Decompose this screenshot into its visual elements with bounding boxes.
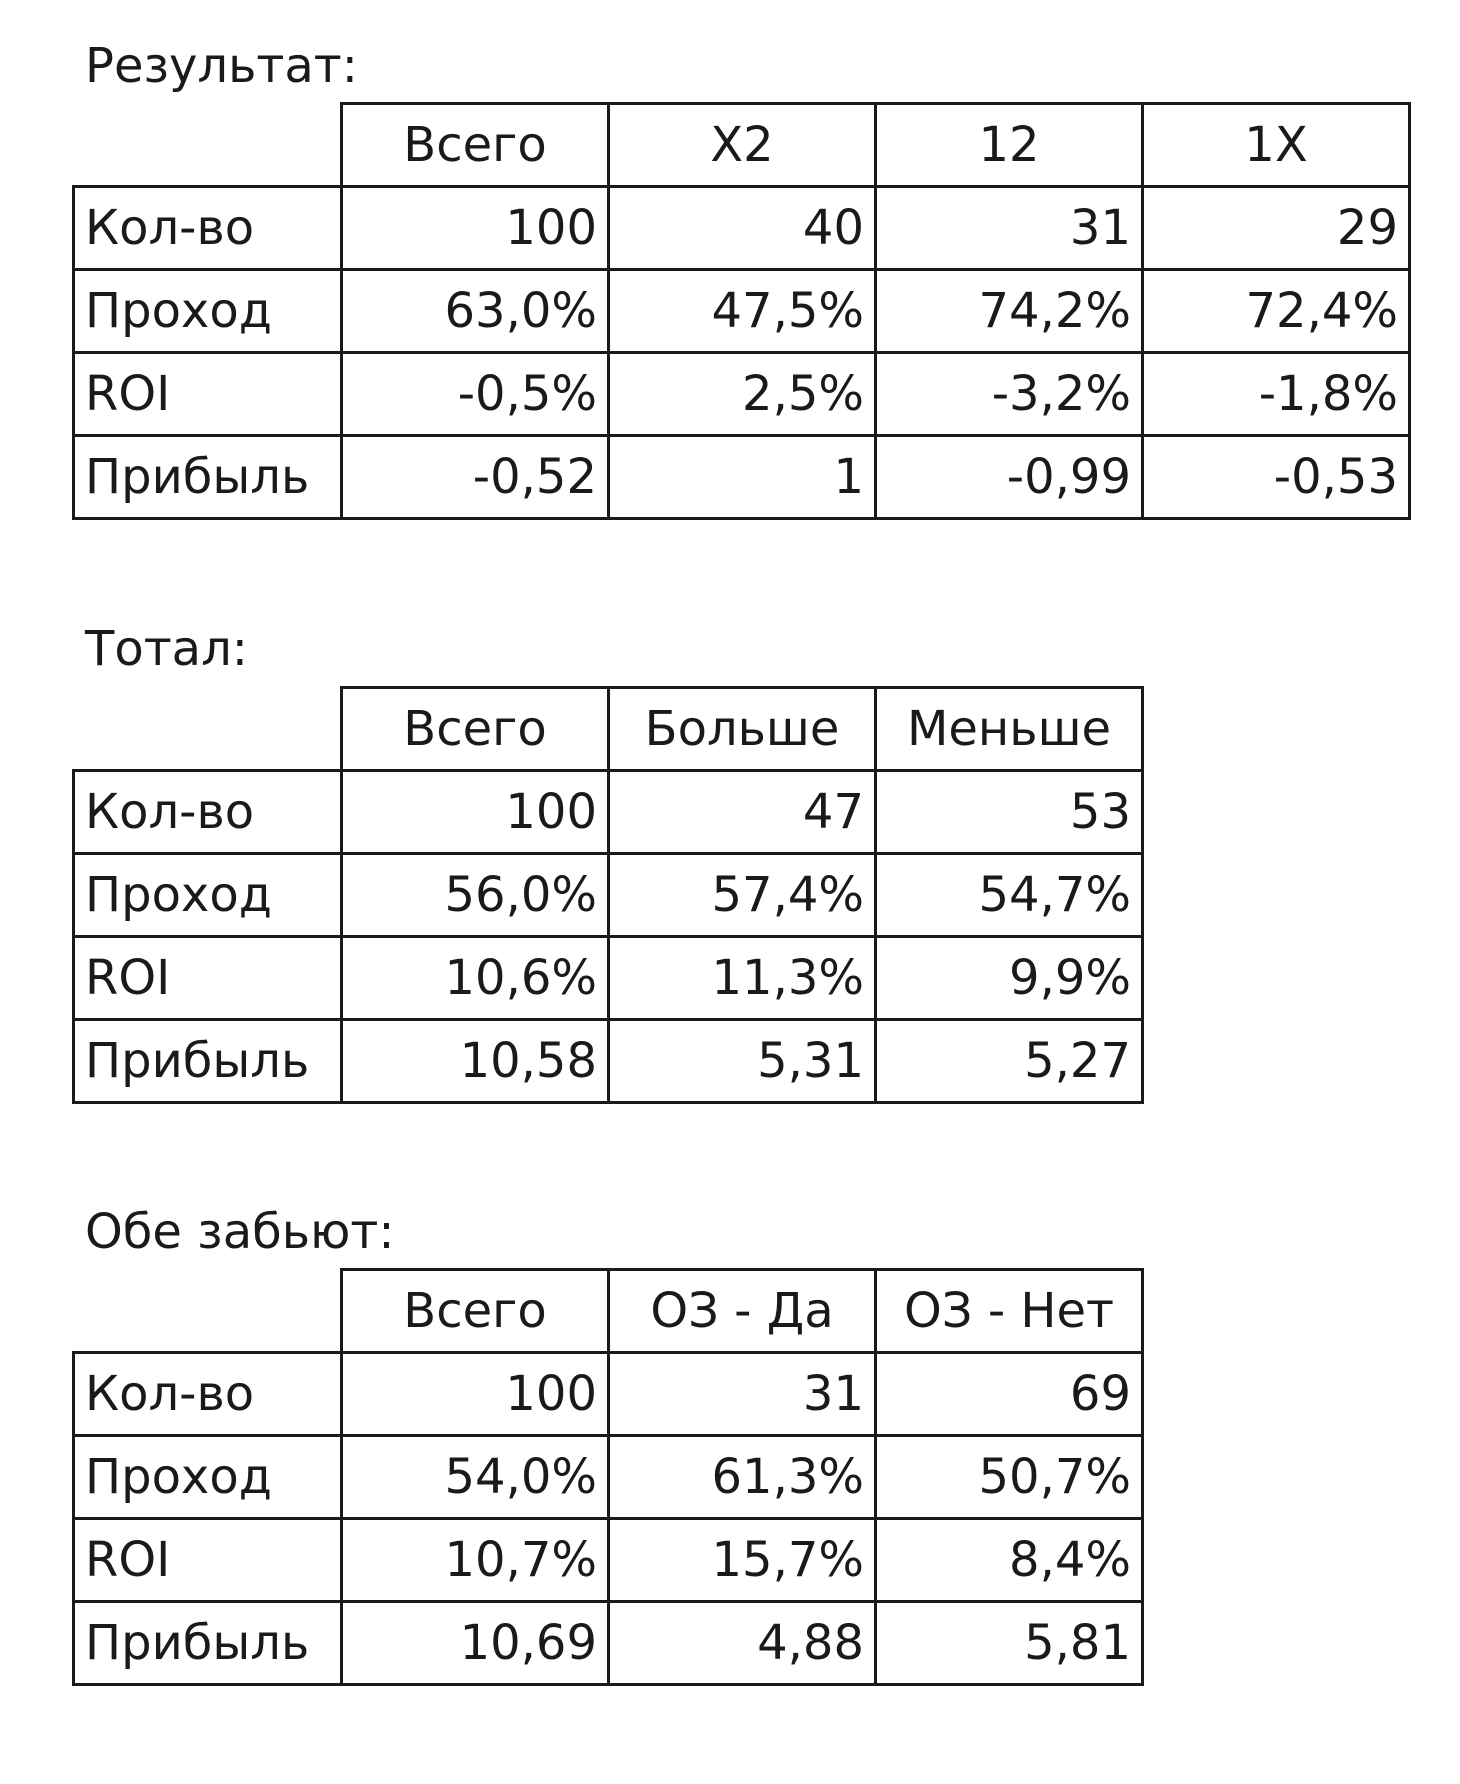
row-label: ROI xyxy=(74,937,342,1020)
table-cell: 72,4% xyxy=(1143,270,1410,353)
column-header: ОЗ - Да xyxy=(609,1270,876,1353)
table-cell: -0,53 xyxy=(1143,436,1410,519)
column-header: 1X xyxy=(1143,104,1410,187)
table-row xyxy=(74,1020,1143,1103)
table-row xyxy=(74,1353,1143,1436)
table-cell: 50,7% xyxy=(876,1436,1143,1519)
column-header: Всего xyxy=(342,104,609,187)
table-cell: 11,3% xyxy=(609,937,876,1020)
table-header-row xyxy=(74,688,1143,771)
table-cell: 56,0% xyxy=(342,854,609,937)
table-cell: 10,58 xyxy=(342,1020,609,1103)
table-cell: -0,99 xyxy=(876,436,1143,519)
corner-cell xyxy=(74,688,342,771)
row-label: Кол-во xyxy=(74,771,342,854)
table-cell: 47 xyxy=(609,771,876,854)
row-label: ROI xyxy=(74,1519,342,1602)
table-cell: 63,0% xyxy=(342,270,609,353)
table-cell: 47,5% xyxy=(609,270,876,353)
table-cell: 1 xyxy=(609,436,876,519)
table-cell: -0,5% xyxy=(342,353,609,436)
result-table xyxy=(72,102,1411,520)
table-cell: 5,31 xyxy=(609,1020,876,1103)
table-row xyxy=(74,1436,1143,1519)
column-header: X2 xyxy=(609,104,876,187)
table-row xyxy=(74,854,1143,937)
corner-cell xyxy=(74,1270,342,1353)
both-score-table xyxy=(72,1268,1144,1686)
table-row xyxy=(74,1519,1143,1602)
table-cell: -3,2% xyxy=(876,353,1143,436)
table-cell: 100 xyxy=(342,771,609,854)
table-row xyxy=(74,187,1410,270)
table-header-row xyxy=(74,1270,1143,1353)
table-cell: 2,5% xyxy=(609,353,876,436)
column-header: Больше xyxy=(609,688,876,771)
column-header: 12 xyxy=(876,104,1143,187)
table-cell: 4,88 xyxy=(609,1602,876,1685)
table-cell: 5,27 xyxy=(876,1020,1143,1103)
row-label: Прибыль xyxy=(74,436,342,519)
table-cell: 15,7% xyxy=(609,1519,876,1602)
table-cell: 9,9% xyxy=(876,937,1143,1020)
table-cell: 74,2% xyxy=(876,270,1143,353)
table-cell: 54,7% xyxy=(876,854,1143,937)
table-cell: 31 xyxy=(876,187,1143,270)
column-header: Всего xyxy=(342,1270,609,1353)
table-cell: 31 xyxy=(609,1353,876,1436)
row-label: Проход xyxy=(74,270,342,353)
table-row xyxy=(74,270,1410,353)
table-header-row xyxy=(74,104,1410,187)
table-row xyxy=(74,436,1410,519)
table-cell: 54,0% xyxy=(342,1436,609,1519)
total-table xyxy=(72,686,1144,1104)
table-cell: 100 xyxy=(342,1353,609,1436)
table-cell: -0,52 xyxy=(342,436,609,519)
table-cell: 61,3% xyxy=(609,1436,876,1519)
table-cell: 57,4% xyxy=(609,854,876,937)
table-cell: 40 xyxy=(609,187,876,270)
table-row xyxy=(74,1602,1143,1685)
table-cell: 5,81 xyxy=(876,1602,1143,1685)
corner-cell xyxy=(74,104,342,187)
table-cell: 10,69 xyxy=(342,1602,609,1685)
row-label: ROI xyxy=(74,353,342,436)
column-header: ОЗ - Нет xyxy=(876,1270,1143,1353)
row-label: Прибыль xyxy=(74,1602,342,1685)
table-cell: 10,7% xyxy=(342,1519,609,1602)
table-cell: 10,6% xyxy=(342,937,609,1020)
row-label: Проход xyxy=(74,854,342,937)
row-label: Проход xyxy=(74,1436,342,1519)
section-title-both-score: Обе забьют: xyxy=(85,1204,395,1260)
table-row xyxy=(74,353,1410,436)
section-title-total: Тотал: xyxy=(85,621,248,677)
column-header: Всего xyxy=(342,688,609,771)
column-header: Меньше xyxy=(876,688,1143,771)
table-cell: 100 xyxy=(342,187,609,270)
table-cell: 69 xyxy=(876,1353,1143,1436)
table-cell: 53 xyxy=(876,771,1143,854)
table-cell: 8,4% xyxy=(876,1519,1143,1602)
table-cell: -1,8% xyxy=(1143,353,1410,436)
table-row xyxy=(74,937,1143,1020)
table-cell: 29 xyxy=(1143,187,1410,270)
row-label: Прибыль xyxy=(74,1020,342,1103)
table-row xyxy=(74,771,1143,854)
row-label: Кол-во xyxy=(74,1353,342,1436)
row-label: Кол-во xyxy=(74,187,342,270)
section-title-result: Результат: xyxy=(85,38,358,94)
